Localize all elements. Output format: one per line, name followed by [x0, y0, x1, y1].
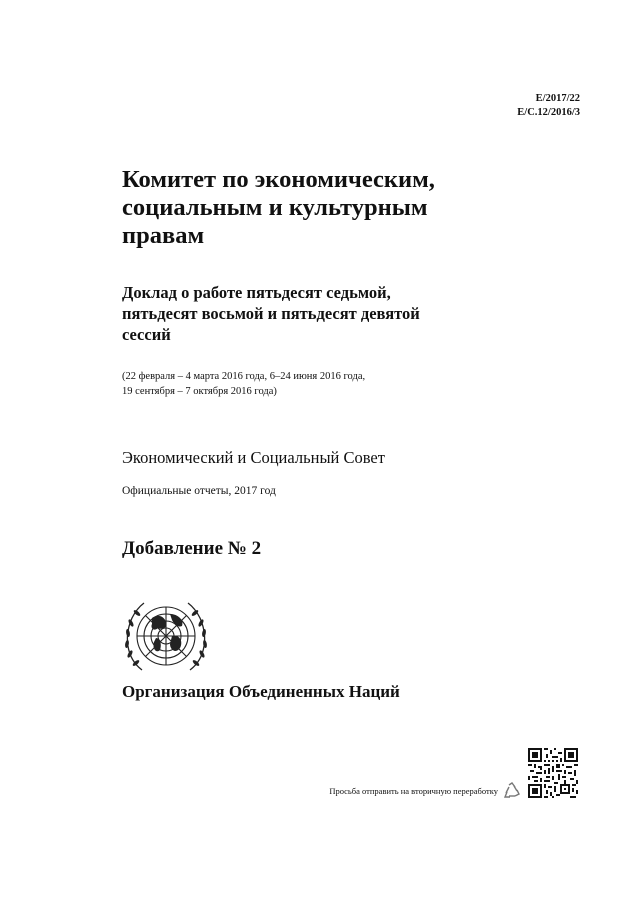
session-dates	[122, 369, 522, 399]
document-subtitle	[122, 282, 522, 345]
recycle-note: Просьба отправить на вторичную переработку	[329, 786, 498, 796]
title-line: социальным и культурным	[122, 194, 428, 221]
subtitle-line: сессий	[122, 325, 171, 344]
dates-line: (22 февраля – 4 марта 2016 года, 6–24 июня 2016 года,	[122, 371, 366, 382]
title-line: правам	[122, 222, 205, 249]
document-symbol-secondary: E/C.12/2016/3	[517, 107, 580, 118]
title-line: Комитет по экономическим,	[122, 166, 435, 193]
subtitle-line: пятьдесят восьмой и пятьдесят девятой	[122, 304, 420, 323]
document-symbols	[517, 92, 580, 120]
un-emblem-icon	[122, 600, 210, 676]
official-records: Официальные отчеты, 2017 год	[122, 485, 276, 497]
document-symbol-primary: E/2017/22	[535, 93, 580, 104]
document-title	[122, 166, 522, 250]
subtitle-line: Доклад о работе пятьдесят седьмой,	[122, 283, 391, 302]
organization-name: Организация Объединенных Наций	[122, 682, 400, 701]
recycle-notice	[329, 781, 522, 801]
qr-code-icon	[528, 748, 578, 798]
supplement-number: Добавление № 2	[122, 538, 262, 559]
dates-line: 19 сентября – 7 октября 2016 года)	[122, 386, 277, 397]
recycle-icon	[502, 781, 522, 801]
council-name: Экономический и Социальный Совет	[122, 448, 385, 467]
